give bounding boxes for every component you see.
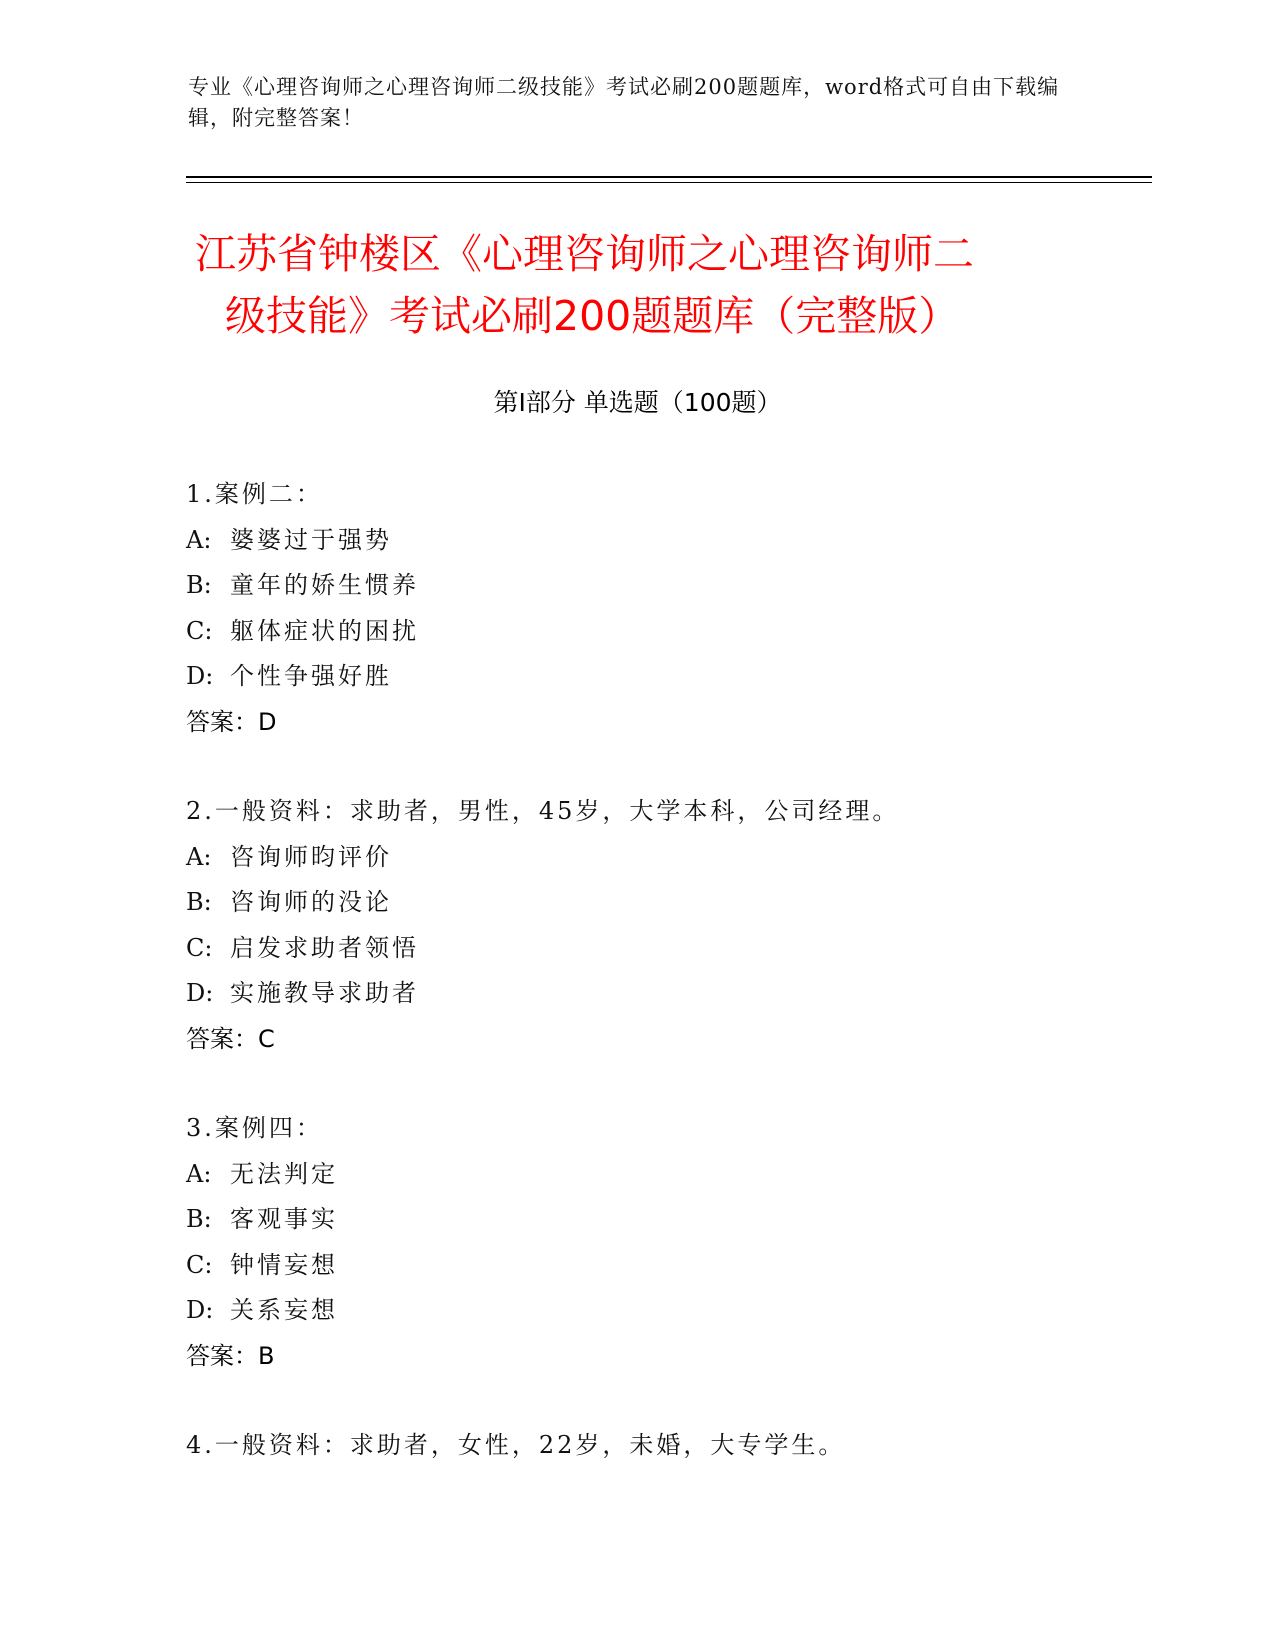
question-1	[186, 472, 1146, 745]
option-b	[186, 1197, 1146, 1243]
option-text: 钟情妄想	[230, 1250, 338, 1279]
question-stem: 4.一般资料：求助者，女性，22岁，未婚，大专学生。	[186, 1431, 846, 1459]
option-a	[186, 518, 1146, 564]
title-line-2: 级技能》考试必刷200题题库（完整版）	[225, 292, 960, 340]
option-key: B:	[186, 571, 212, 599]
question-2	[186, 789, 1146, 1062]
option-text: 咨询师的没论	[230, 888, 392, 916]
option-c	[186, 926, 1146, 972]
header-divider-thick	[186, 176, 1152, 178]
document-intro: 专业《心理咨询师之心理咨询师二级技能》考试必刷200题题库，word格式可自由下载编辑，附完整答案！	[188, 75, 1060, 130]
option-text: 客观事实	[230, 1205, 338, 1233]
option-key: D:	[186, 1296, 214, 1324]
option-key: A:	[186, 842, 212, 871]
option-d	[186, 971, 1146, 1017]
option-a	[186, 835, 1146, 881]
option-text: 关系妄想	[230, 1296, 338, 1324]
option-text: 躯体症状的困扰	[230, 616, 419, 645]
question-3	[186, 1106, 1146, 1379]
option-key: C:	[186, 616, 213, 645]
option-text: 启发求助者领悟	[230, 933, 419, 962]
option-d	[186, 1288, 1146, 1334]
option-key: D:	[186, 979, 214, 1007]
option-key: A:	[186, 525, 212, 554]
option-d	[186, 654, 1146, 700]
question-list	[186, 472, 1146, 1513]
option-c	[186, 609, 1146, 655]
option-key: C:	[186, 1250, 213, 1279]
option-key: C:	[186, 933, 213, 962]
answer-line: 答案：B	[186, 1341, 275, 1370]
option-b	[186, 563, 1146, 609]
option-text: 个性争强好胜	[230, 662, 392, 690]
option-c	[186, 1243, 1146, 1289]
section-heading: 第Ⅰ部分 单选题（100题）	[493, 388, 782, 417]
answer-line: 答案：D	[186, 707, 277, 736]
option-key: D:	[186, 662, 214, 690]
option-text: 无法判定	[230, 1159, 338, 1188]
option-a	[186, 1152, 1146, 1198]
option-b	[186, 880, 1146, 926]
option-text: 实施教导求助者	[230, 979, 419, 1007]
option-text: 童年的娇生惯养	[230, 571, 419, 599]
question-stem: 2.一般资料：求助者，男性，45岁，大学本科，公司经理。	[186, 797, 900, 825]
document-title	[195, 223, 1095, 347]
option-key: A:	[186, 1159, 212, 1188]
option-text: 咨询师昀评价	[230, 842, 392, 871]
option-key: B:	[186, 888, 212, 916]
option-key: B:	[186, 1205, 212, 1233]
option-text: 婆婆过于强势	[230, 525, 392, 554]
header-divider-thin	[186, 182, 1152, 183]
answer-line: 答案：C	[186, 1024, 275, 1053]
question-stem: 3.案例四：	[186, 1114, 323, 1142]
title-line-1: 江苏省钟楼区《心理咨询师之心理咨询师二	[195, 230, 974, 278]
question-stem: 1.案例二：	[186, 480, 323, 508]
question-4	[186, 1423, 1146, 1469]
